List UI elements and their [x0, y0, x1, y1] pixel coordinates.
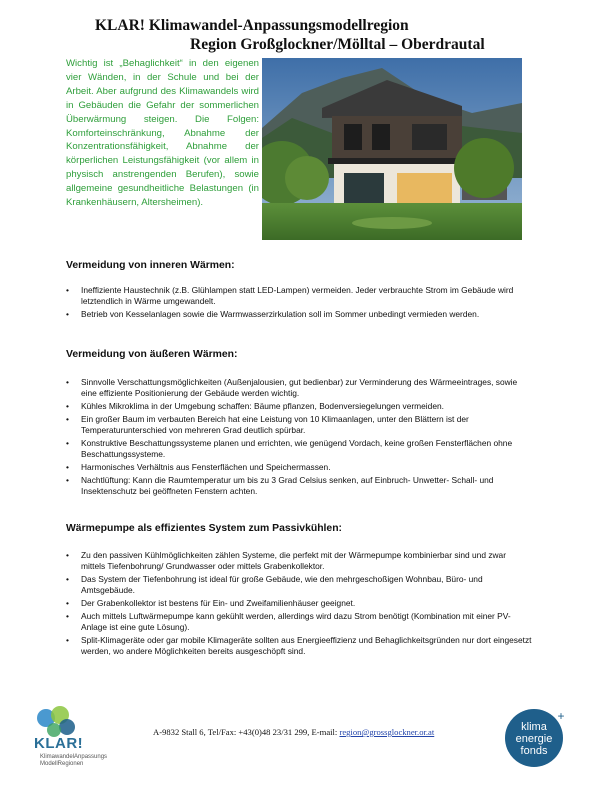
- section-heading-outer-heat: Vermeidung von äußeren Wärmen:: [66, 349, 238, 360]
- list-item: • Nachtlüftung: Kann die Raumtemperatur um bis zu 3 Grad Celsius senken, auf Einbruch- Unwetter- Schall- und Insektenschutz bei geöffneten Fenstern achten.: [66, 474, 494, 496]
- list-item: • Betrieb von Kesselanlagen sowie die Warmwasserzirkulation soll im Sommer unbedingt vermieden werden.: [66, 309, 480, 319]
- bullet-icon: •: [66, 610, 69, 621]
- page-title-line1: KLAR! Klimawandel-Anpassungsmodellregion: [95, 17, 409, 34]
- list-item: • Der Grabenkollektor ist bestens für Ein- und Zweifamilienhäuser geeignet.: [66, 598, 356, 608]
- address-text: A-9832 Stall 6, Tel/Fax: +43(0)48 23/31 299, E-mail:: [153, 727, 340, 737]
- bullet-icon: •: [66, 309, 69, 319]
- list-item: • Kühles Mikroklima in der Umgebung schaffen: Bäume pflanzen, Bodenversiegelungen vermeiden.: [66, 401, 444, 411]
- list-item: • Sinnvolle Verschattungsmöglichkeiten (Außenjalousien, gut bedienbar) zur Verminderung des Wärmeeintrages, sowie eine effiziente Positionierung der Gebäude werden wichtig.: [66, 377, 518, 399]
- bullet-list-outer-heat: [66, 377, 532, 499]
- svg-text:+: +: [557, 709, 565, 723]
- list-item: • Split-Klimageräte oder gar mobile Klimageräte sollten aus Energieeffizienz und Behaglichkeitsgründen nur dort eingesetzt werden, wo andere Möglichkeiten bereits ausgeschöpft sind.: [66, 634, 532, 656]
- klar-logo-text: KLAR!: [34, 735, 84, 752]
- list-item: • Auch mittels Luftwärmepumpe kann gekühlt werden, allerdings wird dazu Strom benötigt (Kombination mit einer PV-Anlage ist eine gute Lösung).: [66, 610, 511, 632]
- bullet-icon: •: [66, 474, 69, 485]
- bullet-icon: •: [66, 550, 69, 560]
- bullet-icon: •: [66, 598, 69, 608]
- intro-paragraph: Wichtig ist „Behaglichkeit“ in den eigenen vier Wänden, in der Schule und bei der Arbeit. Aber aufgrund des Klimawandels wird in Gebäuden die Gefahr der sommerlichen Überwärmung steigen. Die Folgen: Komforteinschränkung, Abnahme der Konzentrationsfähigkeit, Abnahme der körperlichen Leistungsfähigkeit (vor allem in physisch anstrengenden Berufen), sowie allgemeine gesundheitliche Belastungen (in Krankenhäusern, Altersheimen).: [66, 58, 259, 209]
- bullet-icon: •: [66, 437, 69, 448]
- list-item: • Zu den passiven Kühlmöglichkeiten zählen Systeme, die perfekt mit der Wärmepumpe kombinierbar sind und zwar mittels Tiefenbohrung/ Grundwasser oder mittels Grabenkollektor.: [66, 550, 507, 572]
- klar-logo-subtitle: KlimawandelAnpassungs ModellRegionen: [40, 754, 108, 767]
- bullet-list-heat-pump: [66, 550, 532, 659]
- email-link[interactable]: region@grossglockner.or.at: [339, 727, 435, 737]
- svg-text:fonds: fonds: [520, 745, 548, 757]
- bullet-icon: •: [66, 413, 69, 424]
- svg-text:klima: klima: [521, 721, 547, 733]
- list-item: • Ineffiziente Haustechnik (z.B. Glühlampen statt LED-Lampen) vermeiden. Jeder verbrauchte Strom im Gebäude wird letztendlich in Wärme umgewandelt.: [66, 285, 514, 307]
- bullet-icon: •: [66, 377, 69, 387]
- section-heading-inner-heat: Vermeidung von inneren Wärmen:: [66, 260, 235, 271]
- svg-text:energie: energie: [515, 733, 553, 745]
- bullet-icon: •: [66, 634, 69, 645]
- bullet-icon: •: [66, 285, 69, 295]
- list-item: • Ein großer Baum im verbauten Bereich hat eine Leistung von 10 Klimaanlagen, unter den Blättern ist der Temperaturunterschied von mehreren Grad deutlich spürbar.: [66, 413, 469, 435]
- page-title-line2: Region Großglockner/Mölltal – Oberdrautal: [190, 36, 485, 53]
- footer-address: [153, 727, 434, 737]
- list-item: • Harmonisches Verhältnis aus Fensterflächen und Speichermassen.: [66, 461, 331, 472]
- list-item: • Das System der Tiefenbohrung ist ideal für große Gebäude, wie den mehrgeschoßigen Wohnbau, Büro- und Amtsgebäude.: [66, 574, 483, 596]
- house-photo: [262, 58, 522, 240]
- section-heading-heat-pump: Wärmepumpe als effizientes System zum Passivkühlen:: [66, 523, 343, 534]
- bullet-icon: •: [66, 461, 69, 472]
- list-item: • Konstruktive Beschattungssysteme planen und errichten, wie genügend Vordach, keine großen Fensterflächen ohne Beschattungssysteme.: [66, 437, 513, 459]
- klima-energie-fonds-logo: [503, 704, 569, 770]
- bullet-list-inner-heat: [66, 285, 532, 322]
- bullet-icon: •: [66, 574, 69, 584]
- bullet-icon: •: [66, 401, 69, 411]
